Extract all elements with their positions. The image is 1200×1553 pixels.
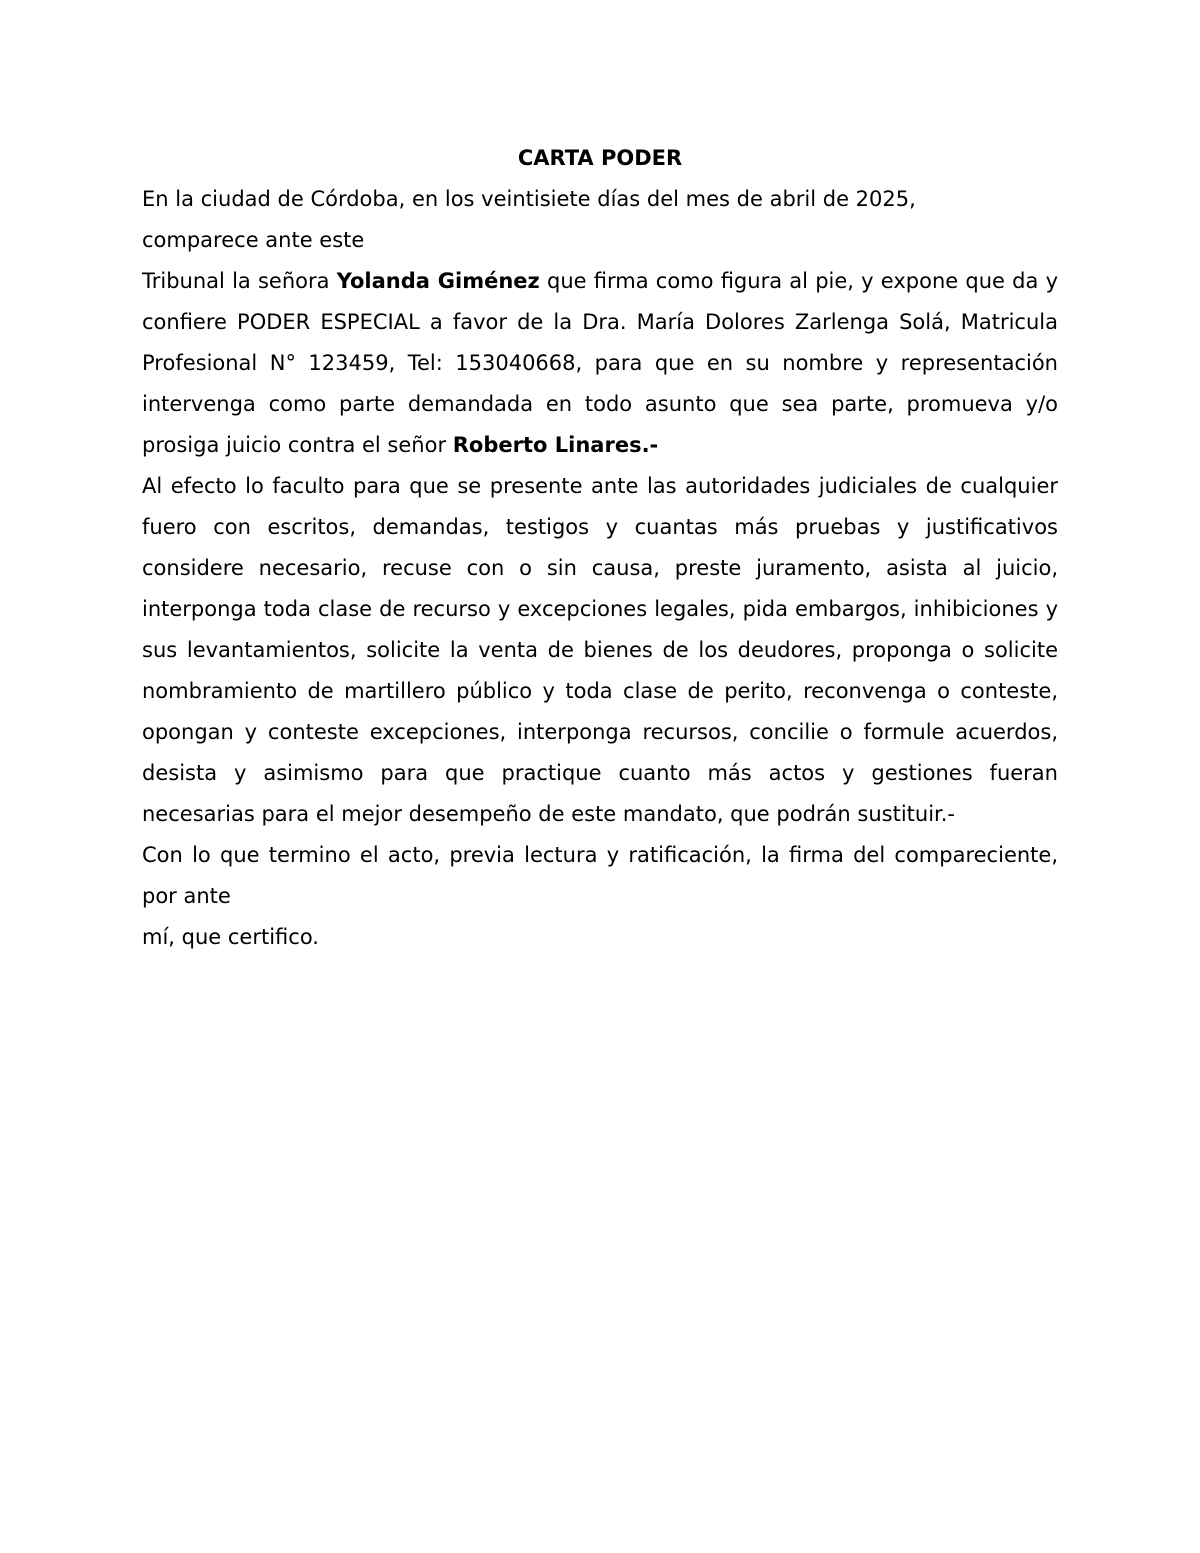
closing-certification: mí, que certifico. [142, 925, 319, 949]
grant-text-body: que firma como figura al pie, y expone que da y confiere PODER ESPECIAL a favor de la Dra. María Dolores Zarlenga Solá, Matricula Profesional N° 123459, Tel: 153040668, para que en su nombre y representación intervenga como parte demandada en todo asunto que sea parte, promueva y/o prosiga juicio contra el señor [142, 269, 1058, 457]
grantor-name: Yolanda Giménez [336, 269, 540, 293]
opponent-name: Roberto Linares.- [452, 433, 659, 457]
closing-paragraph: Con lo que termino el acto, previa lectura y ratificación, la firma del compareciente, por ante [142, 843, 1058, 908]
document-title: CARTA PODER [517, 146, 683, 170]
powers-paragraph: Al efecto lo faculto para que se presente ante las autoridades judiciales de cualquier fuero con escritos, demandas, testigos y cuantas más pruebas y justificativos considere necesario, recuse con o sin causa, preste juramento, asista al juicio, interponga toda clase de recurso y excepciones legales, pida embargos, inhibiciones y sus levantamientos, solicite la venta de bienes de los deudores, proponga o solicite nombramiento de martillero público y toda clase de perito, reconvenga o conteste, opongan y conteste excepciones, interponga recursos, concilie o formule acuerdos, desista y asimismo para que practique cuanto más actos y gestiones fueran necesarias para el mejor desempeño de este mandato, que podrán sustituir.- [142, 474, 1058, 826]
opening-line: En la ciudad de Córdoba, en los veintisiete días del mes de abril de 2025, [142, 187, 916, 211]
opening-line-continuation: comparece ante este [142, 228, 365, 252]
document-page [142, 138, 1058, 958]
grant-text-start: Tribunal la señora [142, 269, 337, 293]
grant-paragraph [142, 261, 1058, 466]
